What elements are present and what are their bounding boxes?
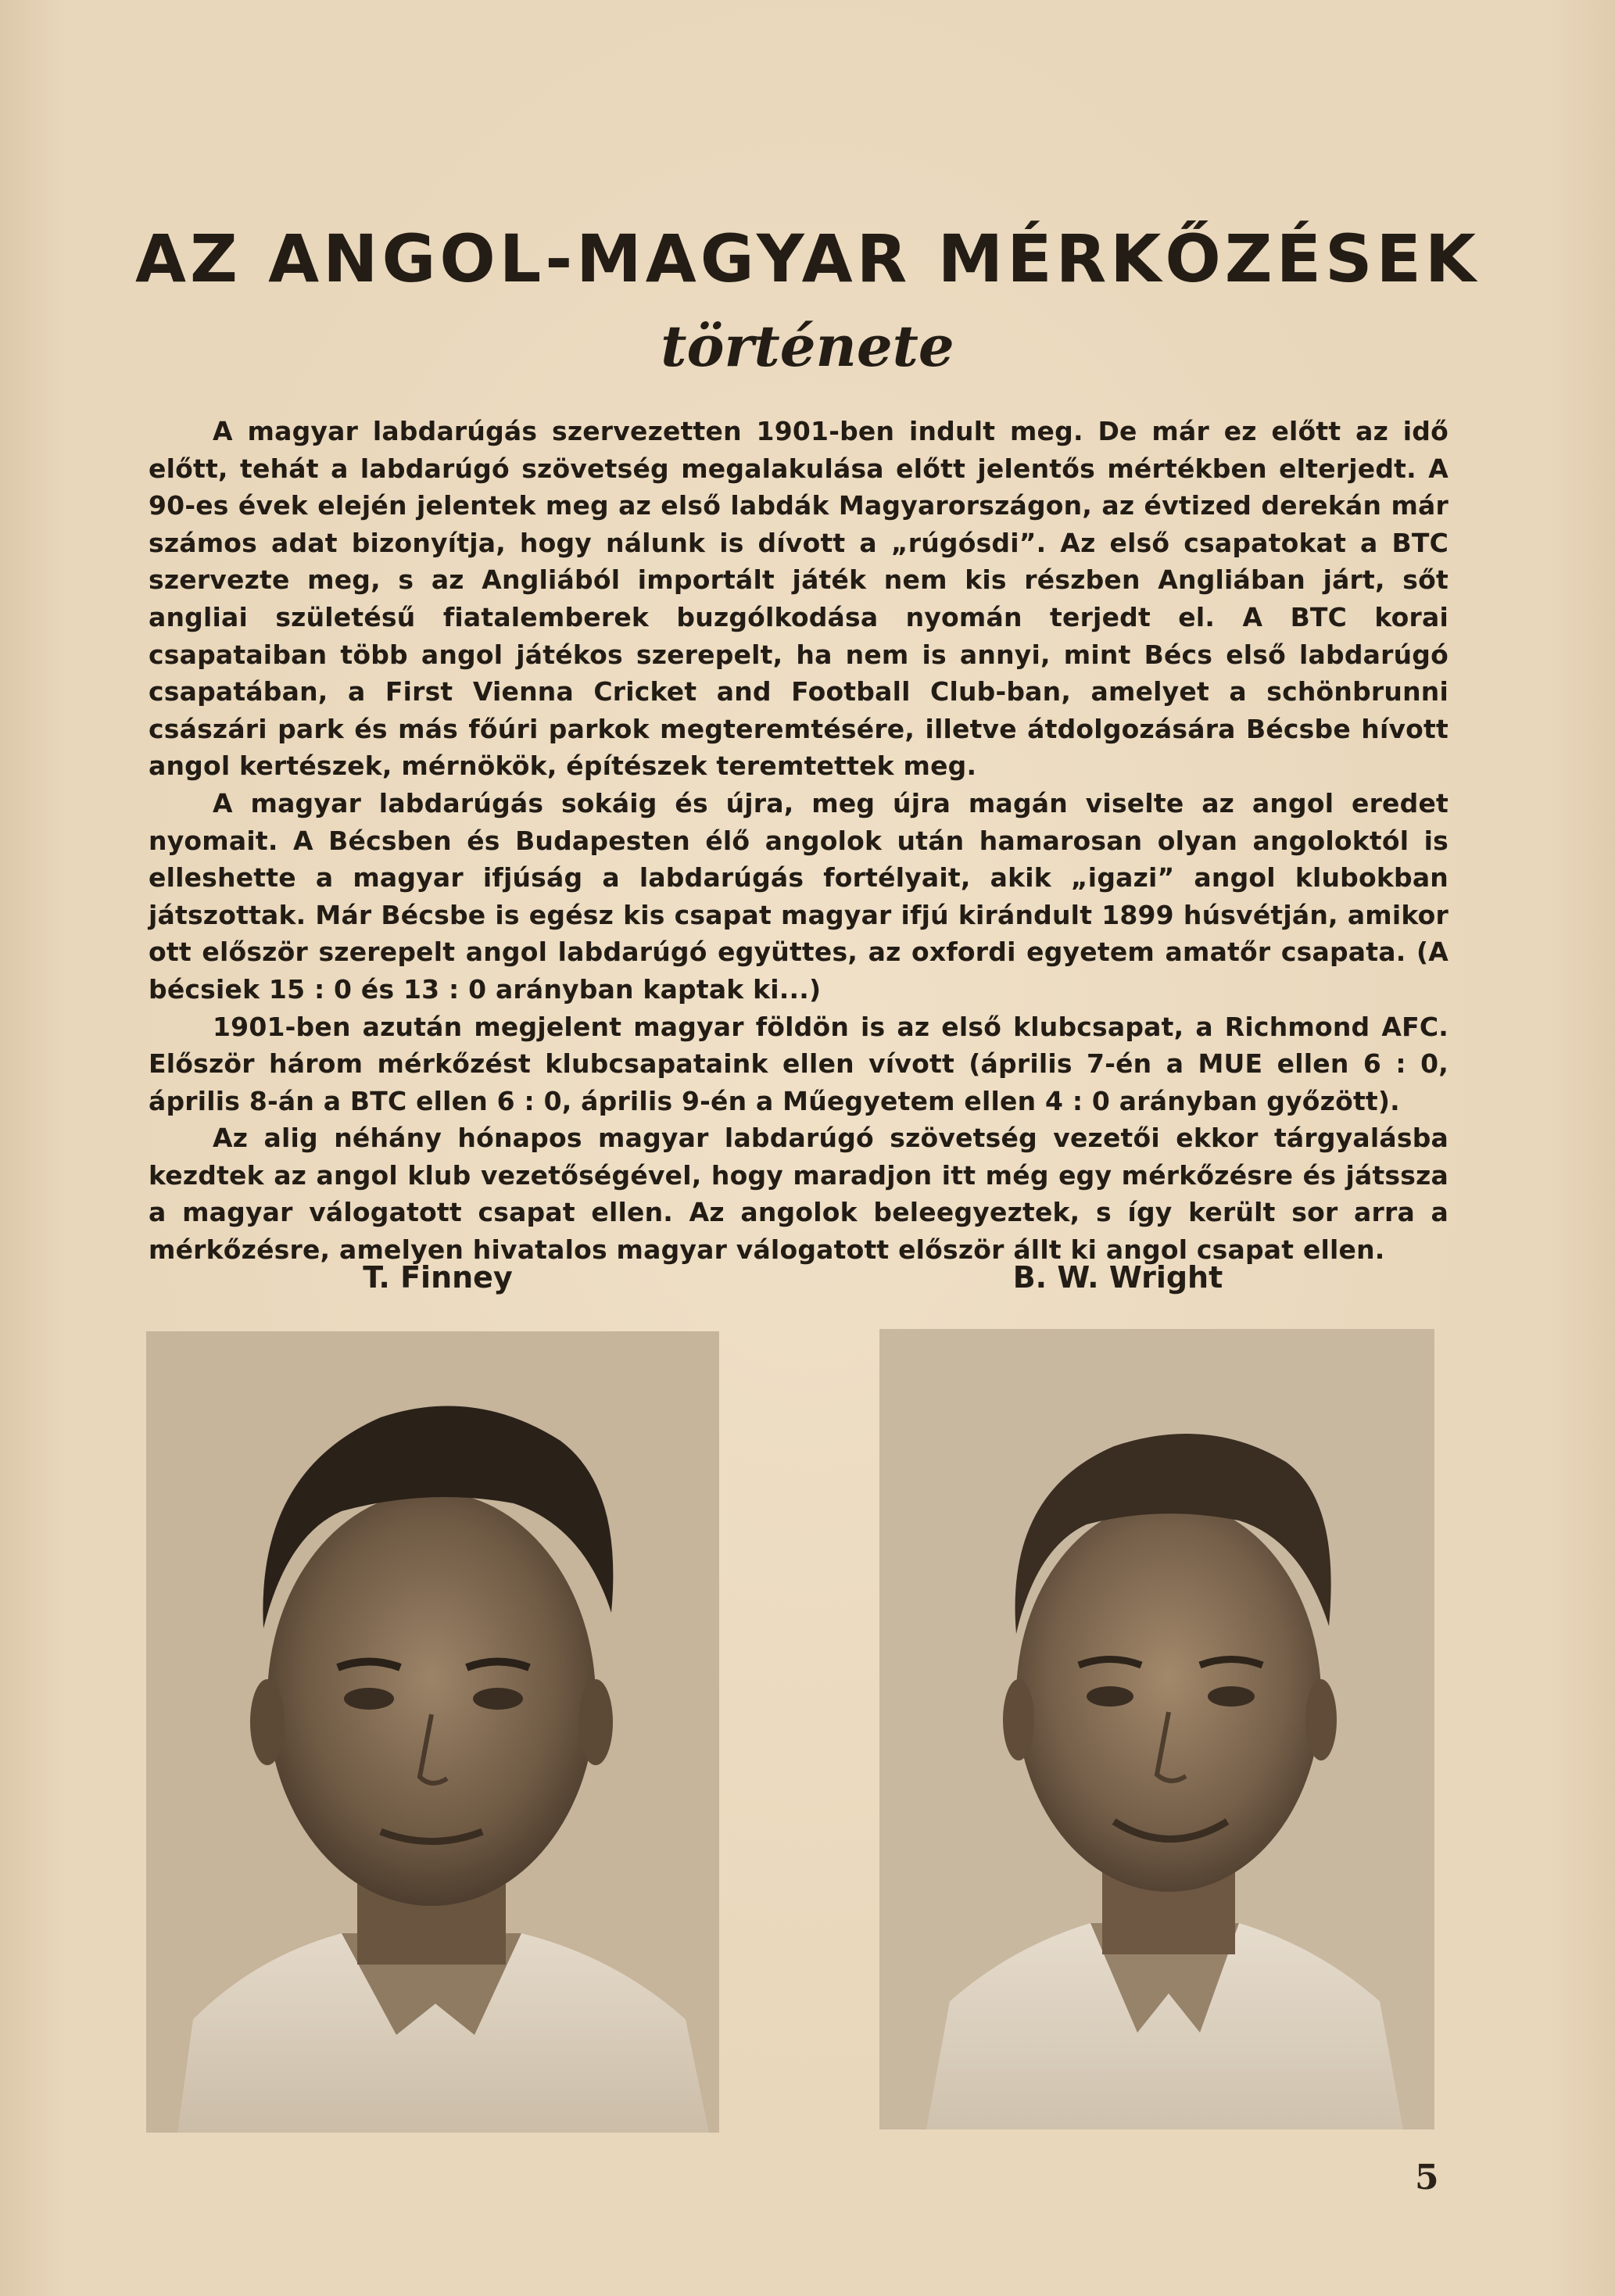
article-title: AZ ANGOL-MAGYAR MÉRKŐZÉSEK (134, 220, 1481, 297)
photo-caption-right: B. W. Wright (1012, 1260, 1223, 1295)
article-body (149, 413, 1448, 1269)
paragraph: A magyar labdarúgás sokáig és újra, meg újra magán viselte az angol eredet nyomait. A Bécsben és Budapesten élő angolok után hamarosan olyan angoloktól is elleshette a magyar ifjúság a labdarúgás fortélyait, akik „igazi” angol klubokban játszottak. Már Bécsbe is egész kis csapat magyar ifjú kirándult 1899 húsvétján, amikor ott először szerepelt angol labdarúgó együttes, az oxfordi egyetem amatőr csapata. (A bécsiek 15 : 0 és 13 : 0 arányban kaptak ki...) (149, 787, 1448, 1005)
paragraph: 1901-ben azután megjelent magyar földön is az első klubcsapat, a Richmond AFC. Először három mérkőzést klubcsapataink ellen vívott (április 7-én a MUE ellen 6 : 0, április 8-án a BTC ellen 6 : 0, április 9-én a Műegyetem ellen 4 : 0 arányban győzött). (149, 1011, 1448, 1116)
paragraph: A magyar labdarúgás szervezetten 1901-ben indult meg. De már ez előtt az idő előtt, tehát a labdarúgó szövetség megalakulása előtt jelentős mértékben elterjedt. A 90-es évek elején jelentek meg az első labdák Magyarországon, az évtized derekán már számos adat bizonyítja, hogy nálunk is dívott a „rúgósdi”. Az első csapatokat a BTC szervezte meg, s az Angliából importált játék nem kis részben Angliában járt, sőt angliai születésű fiatalemberek buzgólkodása nyomán terjedt el. A BTC korai csapataiban több angol játékos szerepelt, ha nem is annyi, mint Bécs első labdarúgó csapatában, a First Vienna Cricket and Football Club-ban, amelyet a schönbrunni császári park és más főúri parkok megteremtésére, illetve átdolgozására Bécsbe hívott angol kertészek, mérnökök, építészek teremtettek meg. (149, 416, 1448, 782)
portrait-illustration (146, 1331, 719, 2133)
paragraph: Az alig néhány hónapos magyar labdarúgó szövetség vezetői ekkor tárgyalásba kezdtek az angol klub vezetőségével, hogy maradjon itt még egy mérkőzésre és játssza a magyar válogatott csapat ellen. Az angolok beleegyeztek, s így került sor arra a mérkőzésre, amelyen hivatalos magyar válogatott először állt ki angol csapat ellen. (149, 1123, 1448, 1266)
photo-caption-left: T. Finney (363, 1260, 513, 1295)
portrait-photo-wright (879, 1329, 1434, 2129)
article-subtitle: története (661, 313, 954, 379)
page-number: 5 (1415, 2158, 1439, 2197)
portrait-illustration (879, 1329, 1434, 2129)
portrait-photo-finney (146, 1331, 719, 2133)
